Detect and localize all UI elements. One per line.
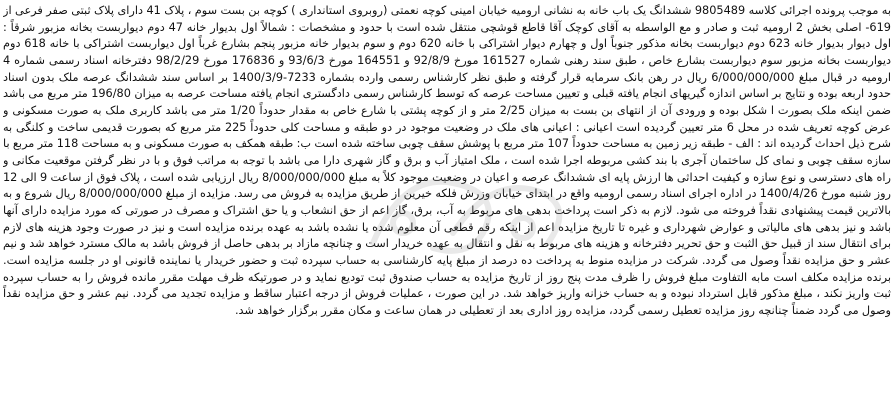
auction-notice-document bbox=[3, 3, 891, 408]
auction-notice-text: به موجب پرونده اجرائی کلاسه 9805489 ششدانگ یک باب خانه به نشانی ارومیه خیابان امینی کوچه نعمتی (روبروی استانداری ) کوچه بن بست سوم ، پلاک 41 دارای پلاک ثبتی صفر فرعی از 619- اصلی بخش 2 ارومیه ثبت و صادر و مع الواسطه به آقای کوچک آقا قاطع قوشچی منتقل شده است با حدود و مشخصات : شمالاً اول بدیوار خانه 47 دوم دیواربست بخانه مزبور شرقاً : اول دیوار بدیوار خانه 623 دوم دیواربست بخانه مذکور جنوباً اول و چهارم دیوار اشتراکی با خانه 620 دوم و سوم بدیوار خانه مزبور پنجم بشارع غرباً اول دیواربست اشتراکی با خانه 618 دوم دیواربست بخانه مزبور سوم دیواربست بشارع خاص ، طبق سند رهنی شماره 161527 مورخ 92/8/9 و 164551 مورخ 93/6/3 و 176836 مورخ 98/2/29 دفترخانه اسناد رسمی شماره 4 ارومیه در قبال مبلغ 6/000/000/000 ریال در رهن بانک سرمایه قرار گرفته و طبق نظر کارشناس رسمی وارده بشماره 7233-1400/3/9 بر اساس سند ششدانگ عرصه ملک بدون اسناد حدود اربعه بوده و نتایج بر اساس اندازه گیریهای انجام یافته قبلی و تعیین مساحت عرصه که توسط کارشناس رسمی دادگستری انجام یافته مساحت عرصه به میزان 196/80 متر مربع می باشد ضمن اینکه ملک بصورت ا شکل بوده و ورودی آن از انتهای بن بست به میزان 2/25 متر و از کوچه پشتی با شارع خاص به مقدار حدوداً 1/20 متر می باشد کاربری ملک به صورت مسکونی و عرض کوچه تعریف شده در محل 6 متر تعیین گردیده است اعیانی : اعیانی های ملک در وضعیت موجود در دو طبقه و مساحت کلی حدوداً 225 متر مربع که بصورت قدیمی ساخت و کلنگی به شرح ذیل احداث گردیده اند : الف - طبقه زیر زمین به مساحت حدوداً 107 متر مربع با پوشش سقف چوبی ساخته شده است ب: طبقه همکف به صورت مسکونی و به مساحت 118 متر مربع با سازه سقف چوبی و نمای کل ساختمان آجری با بند کشی مربوطه اجرا شده است ، ملک امتیاز آب و برق و گاز شهری دارا می باشد با توجه به مراتب فوق و با در نظر گرفتن موقعیت مکانی و راه های دسترسی و نوع سازه و کیفیت احداثی ها ارزش پایه ای ششدانگ عرصه و اعیان در وضعیت موجود کلاً به مبلغ 8/000/000/000 ریال ارزیابی شده است ، پلاک فوق از ساعت 9 الی 12 روز شنبه مورخ 1400/4/26 در اداره اجرای اسناد رسمی ارومیه واقع در ابتدای خیابان وزرش فلکه خیرین از طریق مزایده به فروش می رسد. مزایده از مبلغ 8/000/000/000 ریال شروع و به بالاترین قیمت پیشنهادی نقداً فروخته می شود. لازم به ذکر است پرداخت بدهی های مربوط به آب، برق، گاز اعم از حق انشعاب و یا حق اشتراک و مصرف در صورتی که مورد مزایده دارای آنها باشد و نیز بدهی های مالیاتی و عوارض شهرداری و غیره تا تاریخ مزایده اعم از اینکه رقم قطعی آن معلوم شده یا نشده باشد به عهده برنده مزایده است و نیز در صورت وجود هزینه های لازم برای انتقال سند از قبیل حق الثبت و حق تحریر دفترخانه و هزینه های مربوط به نقل و انتقال به عهده خریدار است و چنانچه مازاد بر بدهی حاصل از فروش باشد به مالک مسترد خواهد شد و نیم عشر و حق مزایده نقداً وصول می گردد. شرکت در مزایده منوط به پرداخت ده درصد از مبلغ پایه کارشناسی به حساب سپرده ثبت و حضور خریدار یا نماینده قانونی او در جلسه مزایده است. برنده مزایده مکلف است مابه التفاوت مبلغ فروش را ظرف مدت پنج روز از تاریخ مزایده به حساب صندوق ثبت تودیع نماید و در صورتیکه ظرف مهلت مقرر مانده فروش را به حساب سپرده ثبت واریز نکند ، مبلغ مذکور قابل استرداد نبوده و به حساب خزانه واریز خواهد شد. در این صورت ، عملیات فروش از درجه اعتبار ساقط و مزایده تجدید می گردد. نیم عشر و حق مزایده نقداً وصول می گردد ضمناً چنانچه روز مزایده تعطیل رسمی گردد، مزایده روز اداری بعد از تعطیلی در همان ساعت و مکان مقرر برگزار خواهد شد. bbox=[3, 4, 891, 317]
